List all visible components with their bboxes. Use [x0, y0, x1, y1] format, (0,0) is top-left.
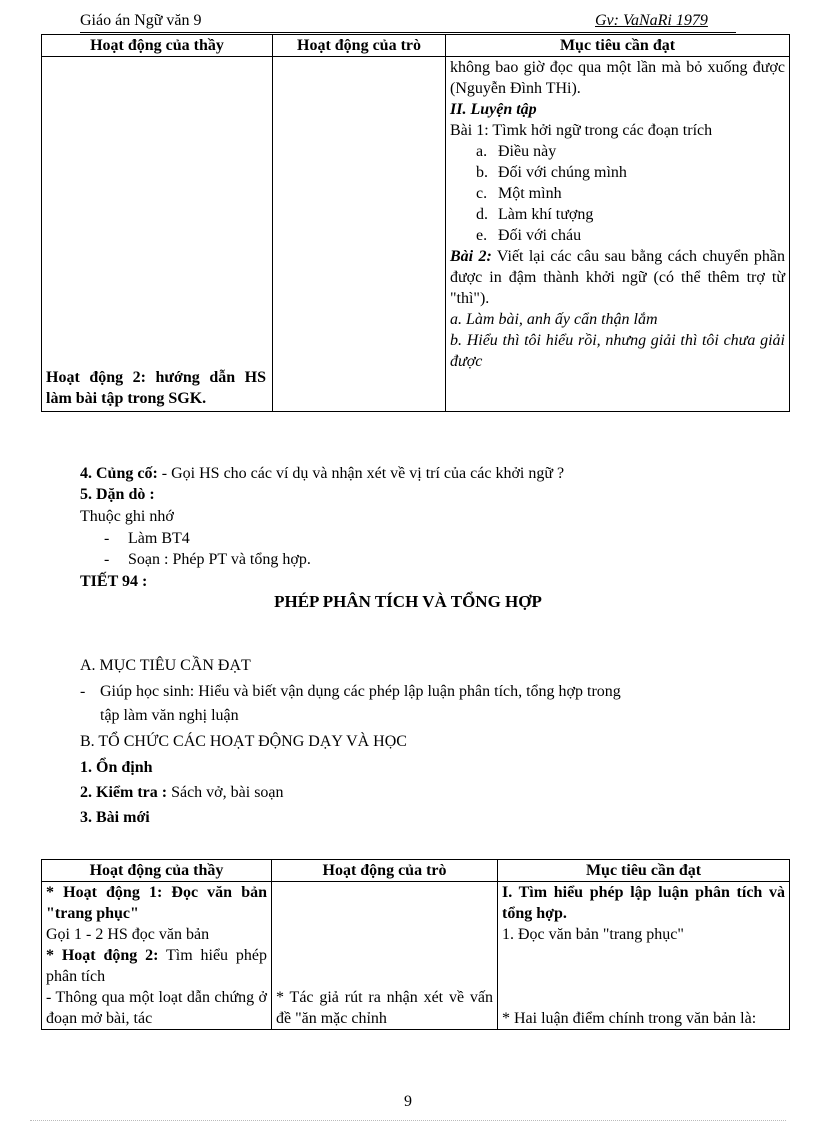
homework-heading: 5. Dặn dò :: [80, 486, 155, 503]
main-points-text: * Hai luận điểm chính trong văn bản là:: [502, 1010, 757, 1027]
exercise-1-list: [450, 141, 785, 246]
list-item: a. Điều này: [476, 143, 557, 160]
section-a-heading: A. MỤC TIÊU CẦN ĐẠT: [80, 657, 251, 674]
student-response-text: * Tác giả rút ra nhận xét về vấn đề "ăn mặc chỉnh: [276, 989, 493, 1027]
student-cell: [273, 57, 446, 412]
teacher-evidence-text: - Thông qua một loạt dẫn chứng ở đoạn mở bài, tác: [46, 989, 267, 1027]
homework-item: Làm BT4: [128, 530, 190, 547]
table-row: [42, 882, 790, 1030]
step-3: 3. Bài mới: [80, 809, 150, 826]
footer-rule: [30, 1120, 786, 1121]
teacher-read-instruction: Gọi 1 - 2 HS đọc văn bản: [46, 926, 210, 943]
col-header-teacher: Hoạt động của thầy: [42, 35, 273, 57]
student-cell: [272, 882, 498, 1030]
list-item: b. Đối với chúng mình: [476, 164, 627, 181]
page-header-left: Giáo án Ngữ văn 9: [80, 12, 202, 29]
read-text-objective: 1. Đọc văn bản "trang phục": [502, 926, 684, 943]
teacher-cell: [42, 882, 272, 1030]
exercise-2: Bài 2: Viết lại các câu sau bằng cách chuyển phần được in đậm thành khởi ngữ (có thể thêm trợ từ "thì").: [450, 248, 785, 307]
bullet-marker: -: [104, 530, 110, 547]
table-header-row: [42, 35, 790, 57]
step-2: 2. Kiểm tra : Sách vở, bài soạn: [80, 784, 284, 801]
objective-line-2: tập làm văn nghị luận: [100, 707, 239, 724]
quote-ending: không bao giờ đọc qua một lần mà bỏ xuống được (Nguyễn Đình THi).: [450, 59, 785, 97]
bullet-marker: -: [104, 551, 110, 568]
list-item: d. Làm khí tượng: [476, 206, 594, 223]
table-header-row: [42, 860, 790, 882]
lesson-table-2: [41, 859, 790, 1030]
exercise-1: Bài 1: Tìmk hởi ngữ trong các đoạn trích: [450, 122, 713, 139]
lesson-title: PHÉP PHÂN TÍCH VÀ TỔNG HỢP: [274, 592, 542, 611]
col-header-objective: Mục tiêu cần đạt: [498, 860, 790, 882]
header-rule: [80, 32, 736, 33]
list-item: e. Đối với cháu: [476, 227, 582, 244]
col-header-student: Hoạt động của trò: [273, 35, 446, 57]
col-header-objective: Mục tiêu cần đạt: [446, 35, 790, 57]
homework-item: Soạn : Phép PT và tổng hợp.: [128, 551, 311, 568]
consolidation-line: 4. Củng cố: - Gọi HS cho các ví dụ và nhận xét về vị trí của các khởi ngữ ?: [80, 465, 565, 482]
period-label: TIẾT 94 :: [80, 573, 148, 590]
objective-cell: [498, 882, 790, 1030]
practice-section-title: II. Luyện tập: [450, 101, 537, 118]
memorize-line: Thuộc ghi nhớ: [80, 508, 174, 525]
page-header-right: Gv: VaNaRi 1979: [595, 12, 708, 29]
lesson-table-1: [41, 34, 790, 412]
page-number: 9: [404, 1093, 412, 1110]
activity-2-heading: * Hoạt động 2: Tìm hiểu phép phân tích: [46, 947, 267, 985]
col-header-student: Hoạt động của trò: [272, 860, 498, 882]
step-1: 1. Ổn định: [80, 759, 153, 776]
activity-1-heading: * Hoạt động 1: Đọc văn bản "trang phục": [46, 884, 267, 922]
bullet-marker: -: [80, 683, 86, 700]
objective-line-1: Giúp học sinh: Hiểu và biết vận dụng các phép lập luận phân tích, tổng hợp trong: [100, 683, 621, 700]
exercise-2-a: a. Làm bài, anh ấy cẩn thận lắm: [450, 311, 658, 328]
activity-2-heading: Hoạt động 2: hướng dẫn HS làm bài tập trong SGK.: [46, 369, 266, 407]
list-item: c. Một mình: [476, 185, 562, 202]
table-row: [42, 57, 790, 412]
section-i-heading: I. Tìm hiểu phép lập luận phân tích và tổng hợp.: [502, 884, 785, 922]
objective-cell: [446, 57, 790, 412]
exercise-2-b: b. Hiểu thì tôi hiểu rồi, nhưng giải thì tôi chưa giải được: [450, 332, 785, 370]
teacher-cell: [42, 57, 273, 412]
col-header-teacher: Hoạt động của thầy: [42, 860, 272, 882]
section-b-heading: B. TỔ CHỨC CÁC HOẠT ĐỘNG DẠY VÀ HỌC: [80, 733, 407, 750]
